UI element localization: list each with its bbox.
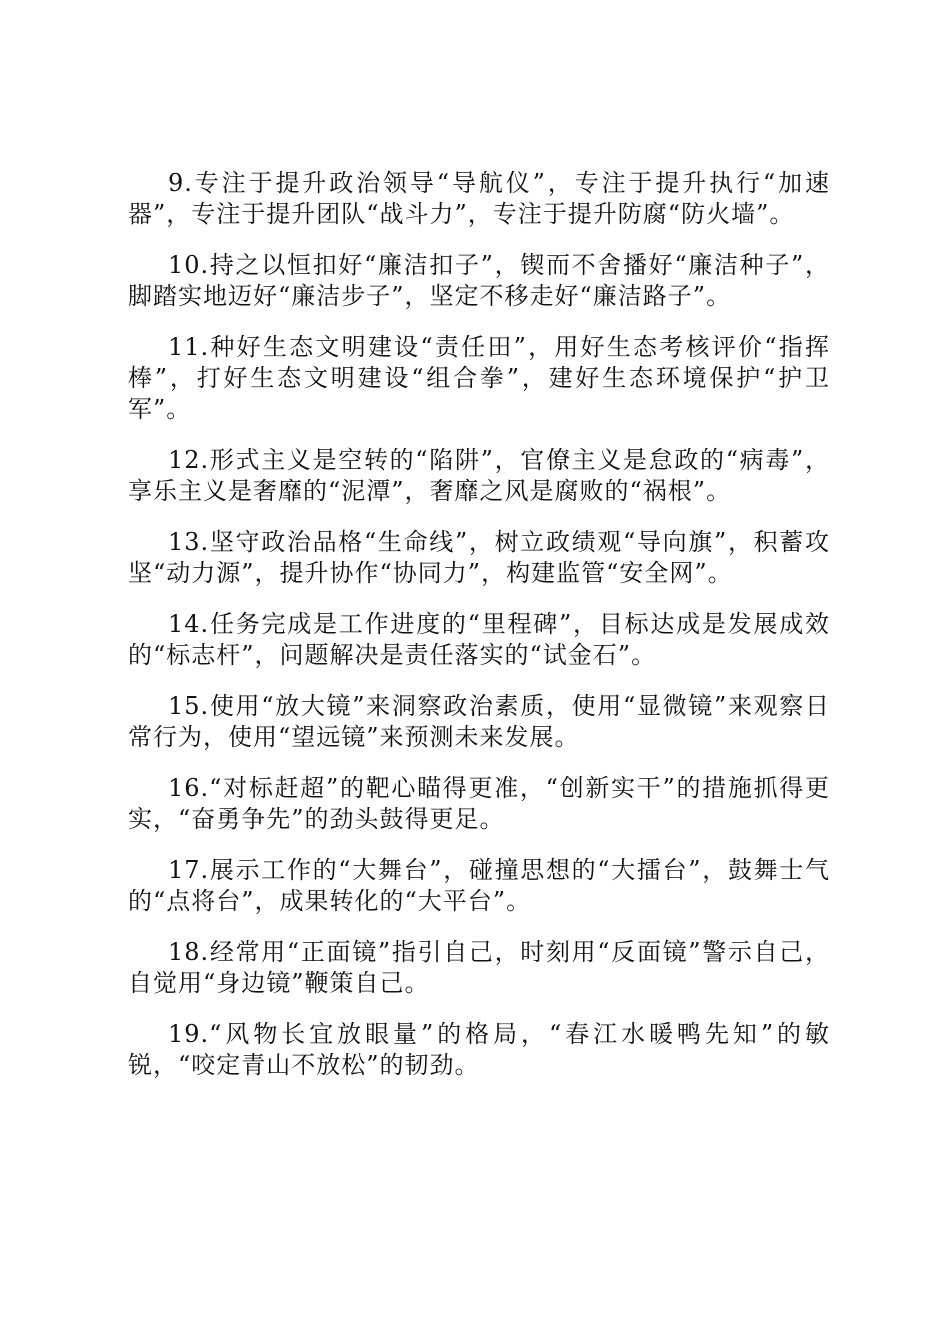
paragraph-17: 17.展示工作的“大舞台”，碰撞思想的“大擂台”，鼓舞士气的“点将台”，成果转化的“大平台”。 (128, 856, 830, 915)
paragraph-9: 9.专注于提升政治领导“导航仪”，专注于提升执行“加速器”，专注于提升团队“战斗力”，专注于提升防腐“防火墙”。 (128, 169, 830, 228)
paragraph-16: 16.“对标赶超”的靶心瞄得更准，“创新实干”的措施抓得更实，“奋勇争先”的劲头鼓得更足。 (128, 774, 830, 833)
paragraph-19: 19.“风物长宜放眼量”的格局，“春江水暖鸭先知”的敏锐，“咬定青山不放松”的韧劲。 (128, 1020, 830, 1079)
paragraph-12: 12.形式主义是空转的“陷阱”，官僚主义是怠政的“病毒”，享乐主义是奢靡的“泥潭”，奢靡之风是腐败的“祸根”。 (128, 446, 830, 505)
paragraph-13: 13.坚守政治品格“生命线”，树立政绩观“导向旗”，积蓄攻坚“动力源”，提升协作“协同力”，构建监管“安全网”。 (128, 528, 830, 587)
paragraph-15: 15.使用“放大镜”来洞察政治素质，使用“显微镜”来观察日常行为，使用“望远镜”来预测未来发展。 (128, 692, 830, 751)
document-body (128, 168, 830, 1101)
paragraph-10: 10.持之以恒扣好“廉洁扣子”，锲而不舍播好“廉洁种子”，脚踏实地迈好“廉洁步子”，坚定不移走好“廉洁路子”。 (128, 251, 830, 310)
paragraph-18: 18.经常用“正面镜”指引自己，时刻用“反面镜”警示自己，自觉用“身边镜”鞭策自己。 (128, 938, 830, 997)
paragraph-14: 14.任务完成是工作进度的“里程碑”，目标达成是发展成效的“标志杆”，问题解决是责任落实的“试金石”。 (128, 610, 830, 669)
paragraph-11: 11.种好生态文明建设“责任田”，用好生态考核评价“指挥棒”，打好生态文明建设“组合拳”，建好生态环境保护“护卫军”。 (128, 333, 830, 423)
